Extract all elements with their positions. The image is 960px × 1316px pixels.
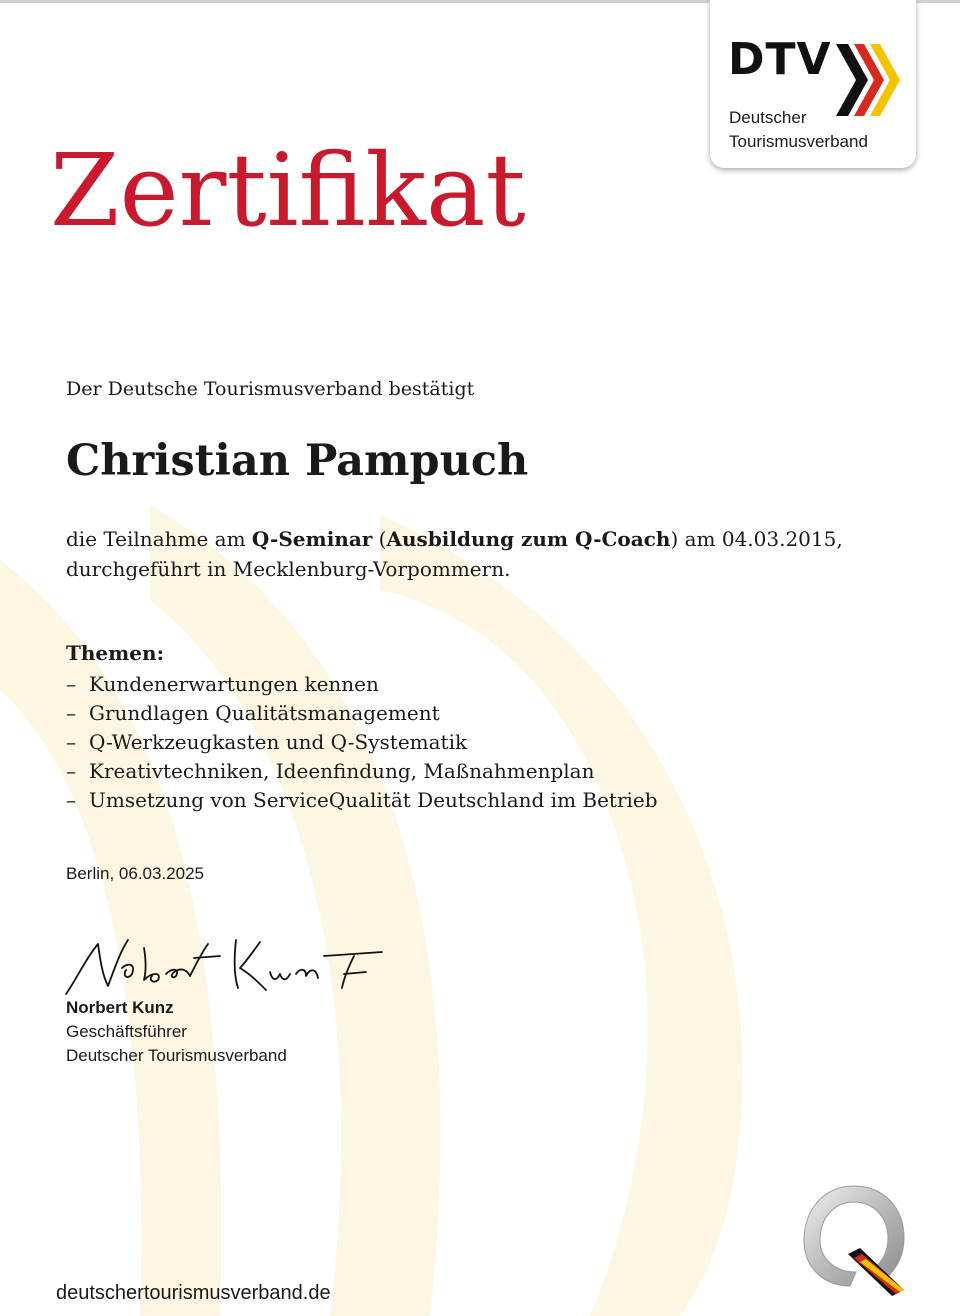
- q-seal-icon: [796, 1178, 914, 1300]
- topic-dash: –: [66, 701, 76, 725]
- topic-text: Q-Werkzeugkasten und Q-Systematik: [89, 730, 468, 754]
- participation-line-1: [66, 524, 843, 554]
- topic-dash: –: [66, 730, 76, 754]
- paren-open: (: [372, 527, 387, 551]
- topic-item: [66, 786, 658, 815]
- topic-item: [66, 728, 658, 757]
- logo-line1: Deutscher: [729, 108, 807, 127]
- participation-paragraph: [66, 524, 843, 584]
- topic-text: Kreativtechniken, Ideenfindung, Maßnahmenplan: [89, 759, 595, 783]
- logo-line2: Tourismusverband: [729, 132, 868, 151]
- topic-item: [66, 699, 658, 728]
- participation-line-2: durchgeführt in Mecklenburg-Vorpommern.: [66, 557, 511, 581]
- signer-role: Geschäftsführer: [66, 1022, 187, 1041]
- seminar-name: Q-Seminar: [251, 527, 373, 551]
- place-date: Berlin, 06.03.2025: [66, 864, 204, 883]
- training-name: Ausbildung zum Q-Coach: [386, 527, 671, 551]
- topic-item: [66, 757, 658, 786]
- signer-name: Norbert Kunz: [66, 998, 174, 1017]
- recipient-name: Christian Pampuch: [66, 436, 529, 486]
- topic-text: Umsetzung von ServiceQualität Deutschland im Betrieb: [89, 788, 658, 812]
- signer-organization: Deutscher Tourismusverband: [66, 1046, 287, 1065]
- topics-heading: Themen:: [66, 641, 164, 665]
- logo-text: [729, 106, 868, 154]
- signature-image: [62, 928, 392, 1000]
- topic-text: Kundenerwartungen kennen: [89, 672, 379, 696]
- logo-abbreviation: DTV: [728, 34, 832, 85]
- signer-block: [66, 996, 287, 1068]
- confirmation-text: Der Deutsche Tourismusverband bestätigt: [66, 378, 475, 400]
- website-link[interactable]: deutschertourismusverband.de: [56, 1282, 331, 1304]
- topic-item: [66, 670, 658, 699]
- topic-text: Grundlagen Qualitätsmanagement: [89, 701, 440, 725]
- topic-dash: –: [66, 672, 76, 696]
- dtv-logo: [710, 0, 916, 168]
- participation-prefix: die Teilnahme am: [66, 527, 252, 551]
- certificate-title: Zertifikat: [50, 132, 526, 249]
- topic-dash: –: [66, 759, 76, 783]
- topic-dash: –: [66, 788, 76, 812]
- participation-date: ) am 04.03.2015,: [670, 527, 843, 551]
- topics-list: [66, 670, 658, 815]
